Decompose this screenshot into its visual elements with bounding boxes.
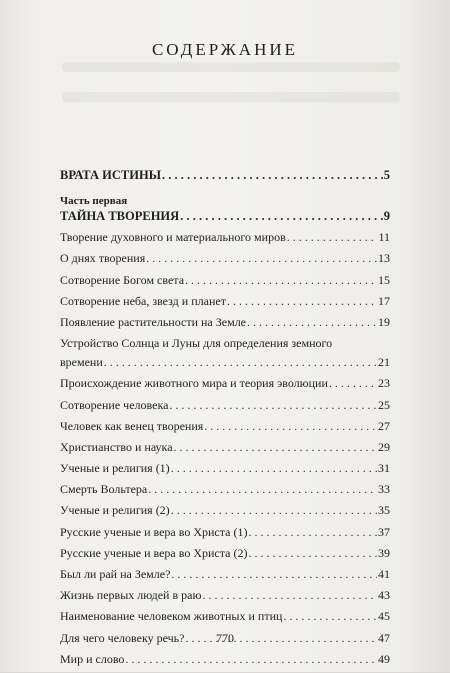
toc-entry-title: Жизнь первых людей в раю [60,588,202,603]
toc-entry [60,273,390,288]
dot-leader [171,503,377,518]
toc-entry [60,440,390,455]
toc-entry-title: Христианство и наука [60,439,173,454]
toc-page-number: 5 [383,168,390,182]
toc-page-number: 15 [378,272,390,287]
toc-entry [60,588,390,603]
toc-page-number: 35 [378,503,390,518]
dot-leader [329,376,377,391]
toc-entry-title: Человек как венец творения [60,418,204,433]
dot-leader [125,652,377,667]
dot-leader [185,273,377,288]
table-of-contents [60,168,390,673]
dot-leader [162,168,383,183]
toc-entry [60,609,390,624]
toc-page-number: 27 [378,418,390,433]
dot-leader [169,398,377,413]
toc-entry [60,461,390,476]
toc-entry-title: Ученые и религия (1) [60,461,170,476]
dot-leader [204,419,377,434]
toc-entry [60,376,390,391]
toc-entry-title: времени [60,355,103,370]
toc-page-number: 9 [383,209,390,223]
bleed-through-shadow [62,62,400,72]
toc-entry [60,503,390,518]
toc-page-number: 19 [378,314,390,329]
toc-entry-title: Сотворение человека [60,397,169,412]
toc-entry-title: Появление растительности на Земле [60,314,247,329]
page-number: 770 [216,631,234,645]
toc-entry-title: О днях творения [60,251,146,266]
toc-page-number: 37 [378,524,390,539]
toc-entry [60,419,390,434]
dot-leader [248,546,377,561]
toc-entry [60,652,390,667]
toc-page-number: 11 [378,230,390,245]
dot-leader [148,482,377,497]
toc-entry [60,546,390,561]
dot-leader [180,209,383,224]
dot-leader [248,525,377,540]
dot-leader [174,440,377,455]
dot-leader [247,315,377,330]
toc-entry [60,567,390,582]
toc-entry [60,398,390,413]
part-label: Часть первая [60,195,128,207]
page-title: СОДЕРЖАНИЕ [151,40,299,59]
dot-leader [146,251,377,266]
toc-entry-title: Наименование человеком животных и птиц [60,609,283,624]
toc-page-number: 13 [378,251,390,266]
toc-entry-title: Сотворение неба, звезд и планет [60,293,226,308]
toc-entry-title: Мир и слово [60,651,125,666]
toc-entry [60,230,390,245]
toc-entry-title: Русские ученые и вера во Христа (1) [60,524,248,539]
toc-page-number: 33 [378,482,390,497]
toc-entry [60,525,390,540]
toc-page-number: 31 [378,461,390,476]
dot-leader [171,567,377,582]
dot-leader [283,609,377,624]
toc-entry-title: ВРАТА ИСТИНЫ [60,168,161,182]
toc-page-number: 21 [378,355,390,370]
toc-intro [60,168,390,183]
toc-entry [60,482,390,497]
toc-entry [60,251,390,266]
toc-entry-title: Был ли рай на Земле? [60,567,171,581]
bleed-through-shadow [62,92,400,102]
dot-leader [171,461,377,476]
toc-page-number: 39 [378,545,390,560]
toc-page-number: 45 [378,609,390,624]
toc-page-number: 47 [378,630,390,645]
toc-entry-title: Творение духовного и материального миров [60,230,286,245]
toc-entry-title: Смерть Вольтера [60,482,148,497]
toc-entry [60,294,390,309]
dot-leader [202,588,377,603]
toc-page-number: 43 [378,588,390,603]
toc-entry-title: Ученые и религия (2) [60,503,170,518]
toc-entry-title: Для чего человеку речь? [60,630,185,645]
toc-entry-title-line: Устройство Солнца и Луны для определения земного [60,336,333,351]
toc-page-number: 49 [378,651,390,666]
dot-leader [227,294,377,309]
toc-page-number: 29 [378,439,390,454]
toc-entry-title: ТАЙНА ТВОРЕНИЯ [60,209,180,223]
toc-page-number: 23 [378,376,390,391]
dot-leader [104,355,377,370]
dot-leader [287,230,378,245]
toc-page-number: 41 [378,567,390,581]
toc-part-title [60,209,390,224]
toc-entry-title: Сотворение Богом света [60,272,185,287]
toc-page-number: 17 [378,293,390,308]
toc-entry-title: Происхождение животного мира и теория эволюции [60,376,328,391]
toc-page-number: 25 [378,397,390,412]
toc-entry [60,315,390,330]
toc-entry [60,355,390,370]
toc-entries [60,230,390,667]
toc-entry-title: Русские ученые и вера во Христа (2) [60,545,248,560]
